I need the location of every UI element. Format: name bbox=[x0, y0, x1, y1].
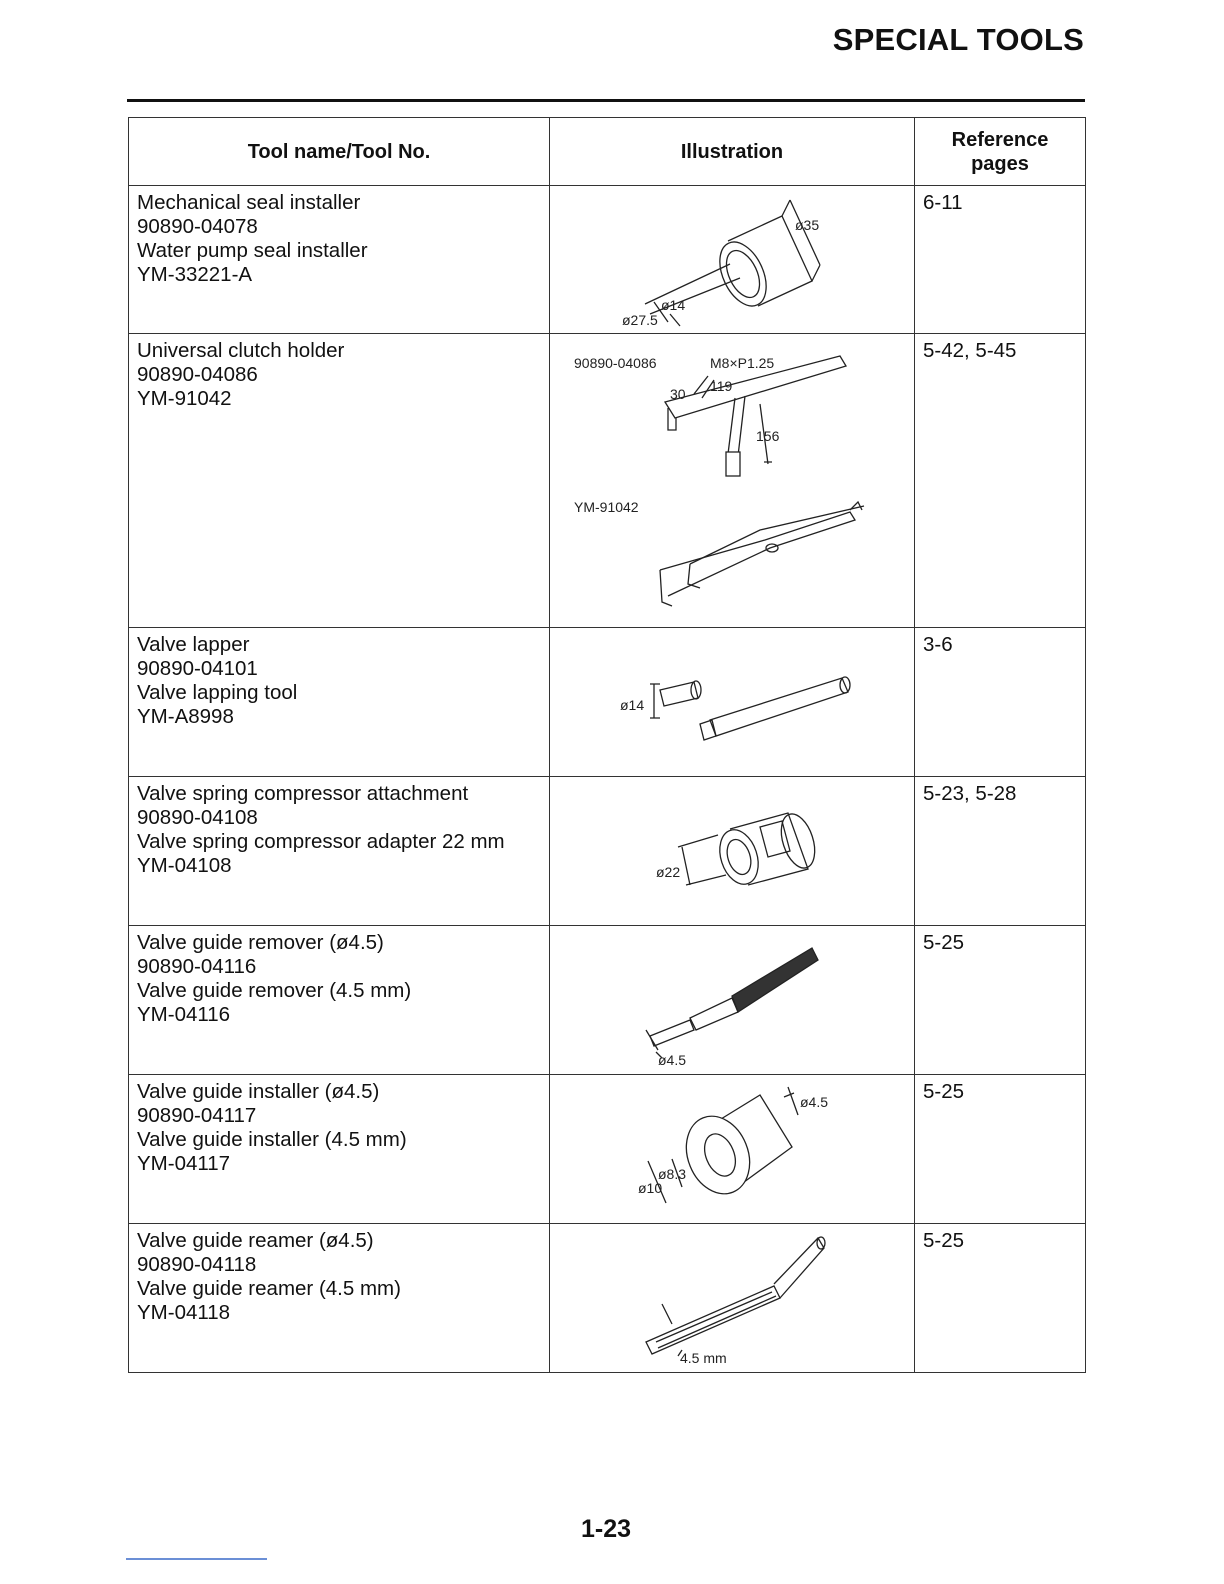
table-row bbox=[129, 1075, 1086, 1224]
dimension-label: ø35 bbox=[795, 217, 820, 233]
reference-pages-cell bbox=[915, 926, 1086, 1075]
compressor-attachment-illustration bbox=[550, 777, 915, 924]
dimension-label: 119 bbox=[710, 378, 733, 394]
tool-name-header: Tool name/Tool No. bbox=[129, 118, 550, 186]
reference-pages: 5-23, 5-28 bbox=[923, 782, 1017, 805]
tool-name: Valve guide reamer (ø4.5) bbox=[137, 1229, 374, 1252]
dimension-label: 30 bbox=[670, 386, 686, 402]
dimension-label: ø10 bbox=[638, 1180, 663, 1196]
dimension-label: ø4.5 bbox=[658, 1052, 687, 1068]
tool-name-cell bbox=[129, 926, 550, 1075]
table-row bbox=[129, 334, 1086, 628]
reference-pages-cell bbox=[915, 1224, 1086, 1373]
valve-lapper-illustration bbox=[550, 628, 915, 775]
page-number: 1-23 bbox=[580, 1515, 632, 1543]
dimension-label: ø4.5 bbox=[800, 1094, 829, 1110]
reference-pages: 5-25 bbox=[923, 1229, 965, 1252]
reference-pages-cell bbox=[915, 186, 1086, 334]
page-title: SPECIAL TOOLS bbox=[832, 22, 1084, 57]
tool-number-us: YM-04116 bbox=[137, 1003, 231, 1026]
tool-number-us: YM-33221-A bbox=[137, 263, 253, 286]
reference-pages: 3-6 bbox=[923, 633, 953, 656]
tool-name-us: Valve guide installer (4.5 mm) bbox=[137, 1128, 407, 1151]
reference-pages-cell bbox=[915, 1075, 1086, 1224]
reference-pages-header: Reference pages bbox=[915, 118, 1086, 186]
tool-number-us: YM-A8998 bbox=[137, 705, 234, 728]
guide-remover-illustration bbox=[550, 926, 915, 1073]
tool-number: 90890-04078 bbox=[137, 215, 258, 238]
guide-reamer-illustration bbox=[550, 1224, 915, 1371]
illustration-cell bbox=[550, 926, 915, 1075]
dimension-label: 4.5 mm bbox=[680, 1350, 727, 1366]
guide-installer-illustration bbox=[550, 1075, 915, 1222]
tool-name-cell bbox=[129, 334, 550, 628]
tool-number: 90890-04108 bbox=[137, 806, 258, 829]
tool-name: Valve lapper bbox=[137, 633, 250, 656]
tool-number-us: YM-04118 bbox=[137, 1301, 231, 1324]
tool-name: Valve guide installer (ø4.5) bbox=[137, 1080, 380, 1103]
table-row bbox=[129, 186, 1086, 334]
tool-name-cell bbox=[129, 186, 550, 334]
table-row bbox=[129, 926, 1086, 1075]
tool-name-us: Valve spring compressor adapter 22 mm bbox=[137, 830, 505, 853]
dimension-label: ø27.5 bbox=[622, 312, 658, 328]
tool-number-label: YM-91042 bbox=[574, 499, 639, 515]
tool-number-us: YM-04117 bbox=[137, 1152, 231, 1175]
dimension-label: 156 bbox=[756, 428, 780, 444]
tool-name-cell bbox=[129, 777, 550, 926]
tool-number-label: 90890-04086 bbox=[574, 355, 657, 371]
table-row bbox=[129, 1224, 1086, 1373]
tool-name-us: Valve lapping tool bbox=[137, 681, 298, 704]
thread-label: M8×P1.25 bbox=[710, 355, 775, 371]
reference-pages-cell bbox=[915, 777, 1086, 926]
table-header-row bbox=[129, 118, 1086, 186]
tool-name: Universal clutch holder bbox=[137, 339, 345, 362]
tool-number-us: YM-91042 bbox=[137, 387, 232, 410]
illustration-cell bbox=[550, 334, 915, 628]
reference-pages: 5-25 bbox=[923, 931, 965, 954]
reference-pages-cell bbox=[915, 628, 1086, 777]
tool-number-us: YM-04108 bbox=[137, 854, 232, 877]
tool-name-us: Valve guide remover (4.5 mm) bbox=[137, 979, 412, 1002]
tool-number: 90890-04086 bbox=[137, 363, 258, 386]
special-tools-table bbox=[128, 117, 1086, 1373]
illustration-cell bbox=[550, 628, 915, 777]
reference-pages: 5-42, 5-45 bbox=[923, 339, 1017, 362]
seal-installer-illustration bbox=[550, 186, 915, 332]
tool-name-cell bbox=[129, 1075, 550, 1224]
tool-name: Valve guide remover (ø4.5) bbox=[137, 931, 384, 954]
table-row bbox=[129, 777, 1086, 926]
tool-name-cell bbox=[129, 1224, 550, 1373]
illustration-cell bbox=[550, 777, 915, 926]
tool-name: Valve spring compressor attachment bbox=[137, 782, 469, 805]
reference-pages: 6-11 bbox=[923, 191, 963, 214]
tool-name-cell bbox=[129, 628, 550, 777]
illustration-cell bbox=[550, 1075, 915, 1224]
dimension-label: ø14 bbox=[661, 297, 686, 313]
footer-link-underline[interactable] bbox=[126, 1558, 267, 1560]
table-row bbox=[129, 628, 1086, 777]
header-rule bbox=[127, 99, 1085, 102]
illustration-cell bbox=[550, 1224, 915, 1373]
dimension-label: ø14 bbox=[620, 697, 645, 713]
reference-pages-cell bbox=[915, 334, 1086, 628]
tool-number: 90890-04117 bbox=[137, 1104, 257, 1127]
dimension-label: ø8.3 bbox=[658, 1166, 687, 1182]
illustration-header: Illustration bbox=[550, 118, 915, 186]
tool-name: Mechanical seal installer bbox=[137, 191, 361, 214]
dimension-label: ø22 bbox=[656, 864, 681, 880]
tool-name-us: Valve guide reamer (4.5 mm) bbox=[137, 1277, 401, 1300]
tool-name-us: Water pump seal installer bbox=[137, 239, 368, 262]
reference-pages: 5-25 bbox=[923, 1080, 965, 1103]
tool-number: 90890-04116 bbox=[137, 955, 257, 978]
clutch-holder-illustration bbox=[550, 334, 915, 626]
tool-number: 90890-04101 bbox=[137, 657, 258, 680]
tool-number: 90890-04118 bbox=[137, 1253, 257, 1276]
illustration-cell bbox=[550, 186, 915, 334]
